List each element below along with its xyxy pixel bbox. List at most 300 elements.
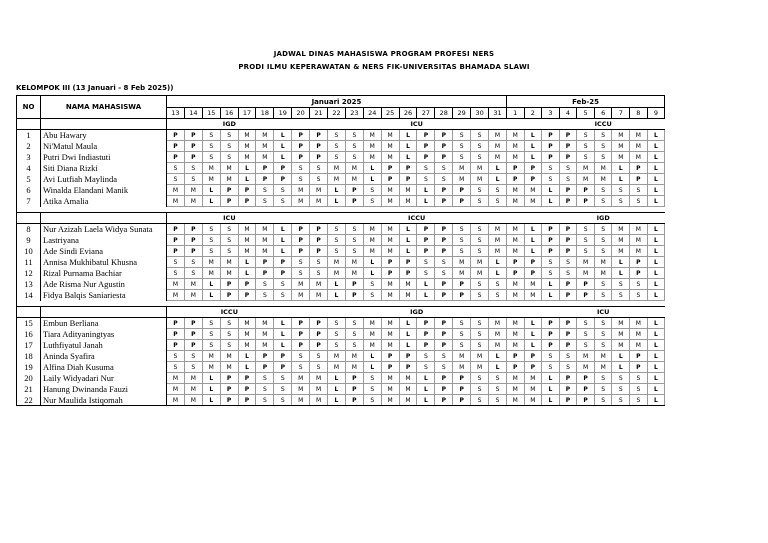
shift-cell: M bbox=[167, 196, 185, 207]
shift-cell: L bbox=[612, 362, 630, 373]
shift-cell: S bbox=[202, 318, 220, 329]
shift-cell: M bbox=[256, 224, 274, 235]
shift-cell: S bbox=[345, 141, 363, 152]
shift-cell: S bbox=[577, 224, 595, 235]
shift-cell: S bbox=[220, 329, 238, 340]
student-row bbox=[17, 185, 665, 196]
shift-cell: M bbox=[594, 257, 612, 268]
shift-cell: S bbox=[471, 373, 489, 384]
shift-cell: L bbox=[647, 130, 665, 141]
shift-cell: M bbox=[577, 268, 595, 279]
day-header: 23 bbox=[345, 108, 363, 119]
shift-cell: S bbox=[630, 373, 648, 384]
shift-cell: P bbox=[542, 329, 560, 340]
shift-cell: L bbox=[274, 329, 292, 340]
shift-cell: M bbox=[202, 163, 220, 174]
shift-cell: L bbox=[202, 384, 220, 395]
shift-cell: S bbox=[489, 384, 507, 395]
shift-cell: P bbox=[559, 141, 577, 152]
shift-cell: S bbox=[630, 395, 648, 406]
shift-cell: S bbox=[594, 329, 612, 340]
shift-cell: S bbox=[167, 362, 185, 373]
shift-cell: M bbox=[310, 290, 328, 301]
shift-cell: P bbox=[559, 290, 577, 301]
shift-cell: S bbox=[630, 279, 648, 290]
student-no: 12 bbox=[17, 268, 41, 279]
shift-cell: S bbox=[202, 224, 220, 235]
shift-cell: M bbox=[381, 246, 399, 257]
shift-cell: L bbox=[399, 152, 417, 163]
shift-cell: S bbox=[202, 235, 220, 246]
shift-cell: M bbox=[328, 163, 346, 174]
shift-cell: M bbox=[381, 196, 399, 207]
shift-cell: L bbox=[647, 290, 665, 301]
shift-cell: S bbox=[612, 185, 630, 196]
shift-cell: M bbox=[238, 224, 256, 235]
shift-cell: S bbox=[471, 152, 489, 163]
shift-cell: M bbox=[363, 329, 381, 340]
shift-cell: L bbox=[647, 362, 665, 373]
student-name: Ade Sindi Eviana bbox=[41, 246, 167, 257]
shift-cell: M bbox=[524, 373, 542, 384]
student-no: 18 bbox=[17, 351, 41, 362]
shift-cell: M bbox=[220, 362, 238, 373]
shift-cell: L bbox=[647, 268, 665, 279]
shift-cell: S bbox=[630, 384, 648, 395]
shift-cell: S bbox=[310, 351, 328, 362]
student-name: Nur Maulida Istiqomah bbox=[41, 395, 167, 406]
day-header: 5 bbox=[577, 108, 595, 119]
shift-cell: M bbox=[184, 185, 202, 196]
shift-cell: S bbox=[594, 384, 612, 395]
student-row bbox=[17, 290, 665, 301]
shift-cell: M bbox=[506, 318, 524, 329]
shift-cell: P bbox=[292, 329, 310, 340]
shift-cell: P bbox=[435, 279, 453, 290]
shift-cell: S bbox=[594, 196, 612, 207]
shift-cell: M bbox=[594, 163, 612, 174]
shift-cell: P bbox=[167, 224, 185, 235]
shift-cell: S bbox=[363, 290, 381, 301]
shift-cell: M bbox=[345, 163, 363, 174]
shift-cell: S bbox=[274, 373, 292, 384]
shift-cell: M bbox=[184, 395, 202, 406]
shift-cell: S bbox=[471, 130, 489, 141]
shift-cell: S bbox=[220, 130, 238, 141]
unit-label: ICCU bbox=[167, 307, 292, 318]
shift-cell: P bbox=[345, 185, 363, 196]
shift-cell: P bbox=[184, 340, 202, 351]
shift-cell: P bbox=[310, 246, 328, 257]
student-name: Tiara Adityaningtyas bbox=[41, 329, 167, 340]
shift-cell: P bbox=[292, 318, 310, 329]
shift-cell: P bbox=[524, 174, 542, 185]
shift-cell: P bbox=[630, 174, 648, 185]
shift-cell: M bbox=[506, 384, 524, 395]
shift-cell: L bbox=[274, 235, 292, 246]
shift-cell: S bbox=[310, 362, 328, 373]
shift-cell: L bbox=[524, 152, 542, 163]
shift-cell: P bbox=[577, 196, 595, 207]
shift-cell: M bbox=[328, 362, 346, 373]
day-header: 4 bbox=[559, 108, 577, 119]
shift-cell: P bbox=[542, 152, 560, 163]
header-month-january: Januari 2025 bbox=[167, 96, 507, 108]
schedule-title: JADWAL DINAS MAHASISWA PROGRAM PROFESI NERS bbox=[273, 50, 495, 58]
student-name: Alfina Diah Kusuma bbox=[41, 362, 167, 373]
shift-cell: M bbox=[506, 329, 524, 340]
shift-cell: P bbox=[542, 235, 560, 246]
shift-cell: S bbox=[310, 268, 328, 279]
student-no: 11 bbox=[17, 257, 41, 268]
shift-cell: L bbox=[647, 163, 665, 174]
shift-cell: S bbox=[202, 246, 220, 257]
shift-cell: S bbox=[559, 268, 577, 279]
shift-cell: S bbox=[220, 141, 238, 152]
shift-cell: P bbox=[559, 185, 577, 196]
shift-cell: P bbox=[399, 257, 417, 268]
shift-cell: S bbox=[292, 174, 310, 185]
shift-cell: S bbox=[274, 395, 292, 406]
shift-cell: S bbox=[274, 290, 292, 301]
shift-cell: M bbox=[345, 362, 363, 373]
shift-cell: L bbox=[328, 395, 346, 406]
shift-cell: S bbox=[453, 329, 471, 340]
shift-cell: M bbox=[524, 196, 542, 207]
shift-cell: S bbox=[292, 268, 310, 279]
shift-cell: S bbox=[310, 257, 328, 268]
student-row bbox=[17, 246, 665, 257]
shift-cell: M bbox=[577, 174, 595, 185]
shift-cell: P bbox=[167, 329, 185, 340]
shift-cell: L bbox=[524, 130, 542, 141]
shift-cell: P bbox=[399, 362, 417, 373]
shift-cell: P bbox=[292, 224, 310, 235]
shift-cell: P bbox=[559, 196, 577, 207]
shift-cell: S bbox=[594, 224, 612, 235]
day-header: 13 bbox=[167, 108, 185, 119]
day-header: 15 bbox=[202, 108, 220, 119]
shift-cell: P bbox=[292, 152, 310, 163]
shift-cell: P bbox=[184, 318, 202, 329]
shift-cell: M bbox=[612, 318, 630, 329]
shift-cell: P bbox=[506, 257, 524, 268]
shift-cell: S bbox=[274, 279, 292, 290]
shift-cell: M bbox=[184, 279, 202, 290]
shift-cell: M bbox=[238, 235, 256, 246]
student-row bbox=[17, 174, 665, 185]
shift-cell: P bbox=[577, 185, 595, 196]
shift-cell: S bbox=[274, 185, 292, 196]
shift-cell: L bbox=[238, 174, 256, 185]
shift-cell: M bbox=[506, 130, 524, 141]
shift-cell: M bbox=[577, 257, 595, 268]
student-row bbox=[17, 373, 665, 384]
shift-cell: S bbox=[471, 279, 489, 290]
shift-cell: M bbox=[310, 373, 328, 384]
shift-cell: S bbox=[417, 174, 435, 185]
shift-cell: S bbox=[220, 224, 238, 235]
shift-cell: M bbox=[399, 384, 417, 395]
shift-cell: M bbox=[220, 257, 238, 268]
shift-cell: S bbox=[363, 384, 381, 395]
shift-cell: M bbox=[594, 362, 612, 373]
shift-cell: M bbox=[184, 384, 202, 395]
shift-cell: S bbox=[202, 340, 220, 351]
shift-cell: P bbox=[256, 174, 274, 185]
shift-cell: S bbox=[542, 351, 560, 362]
shift-cell: M bbox=[220, 174, 238, 185]
shift-cell: M bbox=[612, 340, 630, 351]
student-no: 17 bbox=[17, 340, 41, 351]
shift-cell: P bbox=[220, 384, 238, 395]
shift-cell: S bbox=[417, 362, 435, 373]
shift-cell: P bbox=[435, 340, 453, 351]
shift-cell: P bbox=[274, 351, 292, 362]
shift-cell: M bbox=[220, 163, 238, 174]
shift-cell: P bbox=[167, 130, 185, 141]
student-name: Siti Diana Rizki bbox=[41, 163, 167, 174]
shift-cell: S bbox=[577, 318, 595, 329]
student-row bbox=[17, 340, 665, 351]
shift-cell: P bbox=[292, 246, 310, 257]
day-header: 29 bbox=[453, 108, 471, 119]
shift-cell: P bbox=[435, 224, 453, 235]
student-no: 8 bbox=[17, 224, 41, 235]
shift-cell: L bbox=[524, 318, 542, 329]
shift-cell: M bbox=[489, 246, 507, 257]
shift-cell: M bbox=[612, 141, 630, 152]
shift-cell: L bbox=[202, 196, 220, 207]
shift-cell: L bbox=[238, 163, 256, 174]
shift-cell: M bbox=[292, 196, 310, 207]
shift-cell: M bbox=[345, 268, 363, 279]
unit-row bbox=[17, 213, 665, 224]
shift-cell: P bbox=[167, 340, 185, 351]
shift-cell: P bbox=[559, 246, 577, 257]
shift-cell: M bbox=[256, 141, 274, 152]
shift-cell: P bbox=[220, 196, 238, 207]
shift-cell: L bbox=[647, 340, 665, 351]
shift-cell: P bbox=[256, 163, 274, 174]
shift-cell: S bbox=[435, 163, 453, 174]
shift-cell: S bbox=[489, 279, 507, 290]
shift-cell: P bbox=[417, 246, 435, 257]
shift-cell: M bbox=[453, 362, 471, 373]
student-no: 10 bbox=[17, 246, 41, 257]
shift-cell: M bbox=[381, 395, 399, 406]
shift-cell: P bbox=[417, 329, 435, 340]
schedule-subtitle: PRODI ILMU KEPERAWATAN & NERS FIK-UNIVERSITAS BHAMADA SLAWI bbox=[238, 63, 530, 71]
shift-cell: M bbox=[381, 235, 399, 246]
student-row bbox=[17, 130, 665, 141]
shift-cell: P bbox=[417, 130, 435, 141]
shift-cell: S bbox=[220, 246, 238, 257]
shift-cell: L bbox=[489, 362, 507, 373]
shift-cell: M bbox=[238, 130, 256, 141]
shift-cell: P bbox=[238, 185, 256, 196]
shift-cell: P bbox=[435, 384, 453, 395]
shift-cell: S bbox=[489, 373, 507, 384]
student-row bbox=[17, 224, 665, 235]
student-name: Abu Hawary bbox=[41, 130, 167, 141]
shift-cell: S bbox=[559, 174, 577, 185]
shift-cell: M bbox=[399, 279, 417, 290]
shift-cell: P bbox=[274, 174, 292, 185]
shift-cell: L bbox=[524, 141, 542, 152]
day-header: 1 bbox=[506, 108, 524, 119]
shift-cell: P bbox=[417, 235, 435, 246]
shift-cell: S bbox=[630, 196, 648, 207]
shift-cell: P bbox=[524, 163, 542, 174]
day-header: 17 bbox=[238, 108, 256, 119]
shift-cell: P bbox=[292, 130, 310, 141]
shift-cell: P bbox=[381, 362, 399, 373]
student-row bbox=[17, 152, 665, 163]
shift-cell: M bbox=[506, 196, 524, 207]
shift-cell: M bbox=[506, 395, 524, 406]
shift-cell: L bbox=[328, 290, 346, 301]
shift-cell: M bbox=[256, 246, 274, 257]
shift-cell: L bbox=[202, 395, 220, 406]
shift-cell: S bbox=[489, 185, 507, 196]
shift-cell: M bbox=[471, 351, 489, 362]
shift-cell: M bbox=[471, 174, 489, 185]
shift-cell: S bbox=[184, 174, 202, 185]
shift-cell: P bbox=[630, 351, 648, 362]
shift-cell: L bbox=[399, 318, 417, 329]
day-header: 26 bbox=[399, 108, 417, 119]
shift-cell: L bbox=[647, 196, 665, 207]
shift-cell: P bbox=[577, 395, 595, 406]
shift-cell: P bbox=[630, 257, 648, 268]
shift-cell: S bbox=[363, 395, 381, 406]
shift-cell: P bbox=[381, 174, 399, 185]
shift-cell: L bbox=[274, 340, 292, 351]
shift-cell: S bbox=[453, 246, 471, 257]
schedule-table bbox=[16, 95, 665, 406]
shift-cell: S bbox=[577, 329, 595, 340]
shift-cell: S bbox=[577, 152, 595, 163]
shift-cell: M bbox=[612, 246, 630, 257]
student-name: Putri Dwi Indiastuti bbox=[41, 152, 167, 163]
shift-cell: M bbox=[345, 174, 363, 185]
shift-cell: S bbox=[292, 362, 310, 373]
shift-cell: M bbox=[363, 130, 381, 141]
shift-cell: P bbox=[577, 384, 595, 395]
shift-cell: S bbox=[220, 152, 238, 163]
shift-cell: L bbox=[399, 340, 417, 351]
shift-cell: S bbox=[489, 196, 507, 207]
shift-cell: S bbox=[184, 257, 202, 268]
shift-cell: P bbox=[238, 290, 256, 301]
shift-cell: M bbox=[506, 246, 524, 257]
shift-cell: M bbox=[238, 246, 256, 257]
shift-cell: P bbox=[577, 279, 595, 290]
shift-cell: P bbox=[435, 196, 453, 207]
shift-cell: P bbox=[524, 362, 542, 373]
shift-cell: L bbox=[202, 290, 220, 301]
shift-cell: P bbox=[435, 373, 453, 384]
header-name: NAMA MAHASISWA bbox=[41, 96, 167, 119]
shift-cell: M bbox=[524, 290, 542, 301]
shift-cell: S bbox=[594, 130, 612, 141]
shift-cell: S bbox=[345, 318, 363, 329]
header-no: NO bbox=[17, 96, 41, 119]
shift-cell: S bbox=[167, 163, 185, 174]
day-header: 8 bbox=[630, 108, 648, 119]
student-row bbox=[17, 318, 665, 329]
student-no: 13 bbox=[17, 279, 41, 290]
shift-cell: S bbox=[471, 141, 489, 152]
shift-cell: S bbox=[435, 362, 453, 373]
shift-cell: S bbox=[471, 290, 489, 301]
student-no: 21 bbox=[17, 384, 41, 395]
shift-cell: P bbox=[542, 318, 560, 329]
shift-cell: P bbox=[184, 130, 202, 141]
shift-cell: S bbox=[594, 373, 612, 384]
shift-cell: M bbox=[238, 318, 256, 329]
shift-cell: S bbox=[417, 163, 435, 174]
shift-cell: M bbox=[630, 152, 648, 163]
student-name: Atika Amalia bbox=[41, 196, 167, 207]
shift-cell: S bbox=[471, 224, 489, 235]
shift-cell: M bbox=[256, 329, 274, 340]
shift-cell: L bbox=[542, 395, 560, 406]
student-row bbox=[17, 163, 665, 174]
student-no: 14 bbox=[17, 290, 41, 301]
shift-cell: S bbox=[630, 290, 648, 301]
shift-cell: M bbox=[630, 235, 648, 246]
shift-cell: S bbox=[417, 268, 435, 279]
day-header: 14 bbox=[184, 108, 202, 119]
shift-cell: M bbox=[345, 257, 363, 268]
shift-cell: M bbox=[524, 395, 542, 406]
shift-cell: L bbox=[238, 257, 256, 268]
student-no: 2 bbox=[17, 141, 41, 152]
shift-cell: M bbox=[202, 362, 220, 373]
shift-cell: M bbox=[381, 318, 399, 329]
shift-cell: P bbox=[238, 373, 256, 384]
shift-cell: P bbox=[453, 185, 471, 196]
shift-cell: S bbox=[594, 318, 612, 329]
student-name: Lastriyana bbox=[41, 235, 167, 246]
shift-cell: M bbox=[256, 130, 274, 141]
shift-cell: S bbox=[594, 246, 612, 257]
shift-cell: M bbox=[256, 340, 274, 351]
shift-cell: L bbox=[612, 268, 630, 279]
shift-cell: P bbox=[559, 329, 577, 340]
shift-cell: P bbox=[310, 318, 328, 329]
unit-label: ICU bbox=[292, 119, 542, 130]
shift-cell: M bbox=[202, 351, 220, 362]
shift-cell: P bbox=[435, 246, 453, 257]
shift-cell: M bbox=[506, 141, 524, 152]
student-name: Luthfiyatul Janah bbox=[41, 340, 167, 351]
shift-cell: P bbox=[559, 318, 577, 329]
shift-cell: M bbox=[489, 235, 507, 246]
shift-cell: M bbox=[363, 141, 381, 152]
shift-cell: L bbox=[647, 257, 665, 268]
shift-cell: L bbox=[328, 373, 346, 384]
shift-cell: M bbox=[310, 279, 328, 290]
day-header: 28 bbox=[435, 108, 453, 119]
shift-cell: M bbox=[328, 351, 346, 362]
shift-cell: S bbox=[256, 290, 274, 301]
shift-cell: M bbox=[381, 130, 399, 141]
shift-cell: M bbox=[292, 384, 310, 395]
shift-cell: S bbox=[471, 329, 489, 340]
